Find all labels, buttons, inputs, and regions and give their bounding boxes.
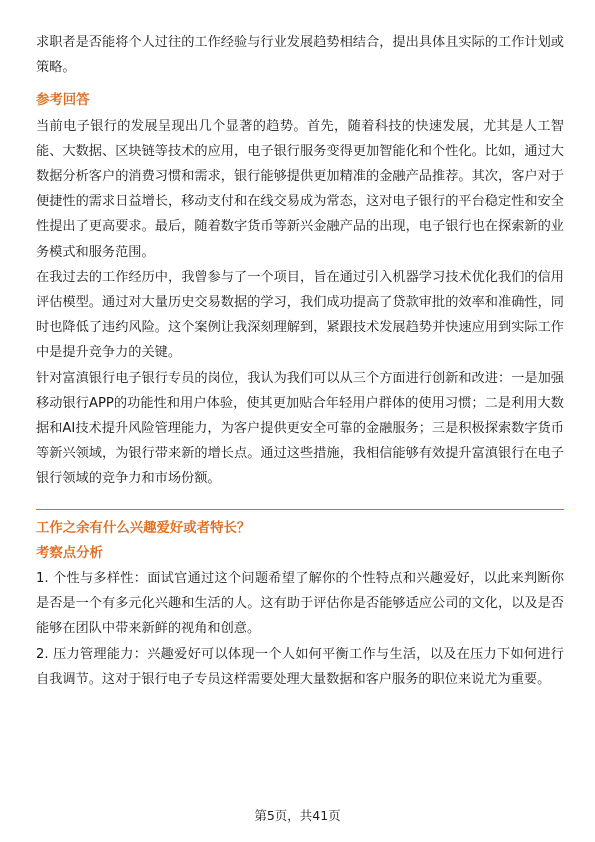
answer-heading: 参考回答 (36, 93, 90, 109)
answer-paragraph: 在我过去的工作经历中，我曾参与了一个项目，旨在通过引入机器学习技术优化我们的信用评估模型。通过对大量历史交易数据的学习，我们成功提高了贷款审批的效率和准确性，同时也降低了违约风险。这个案例让我深刻理解到，紧跟技术发展趋势并快速应用到实际工作中是提升竞争力的关键。 (36, 269, 564, 361)
intro-text: 求职者是否能将个人过往的工作经验与行业发展趋势相结合，提出具体且实际的工作计划或策略。 (36, 35, 564, 76)
answer-paragraph: 当前电子银行的发展呈现出几个显著的趋势。首先，随着科技的快速发展，尤其是人工智能、大数据、区块链等技术的应用，电子银行服务变得更加智能化和个性化。比如，通过大数据分析客户的消费习惯和需求，银行能够提供更加精准的金融产品推荐。其次，客户对于便捷性的需求日益增长，移动支付和在线交易成为常态，这对电子银行的平台稳定性和安全性提出了更高要求。最后，随着数字货币等新兴金融产品的出现，电子银行也在探索新的业务模式和服务范围。 (36, 118, 564, 260)
analysis-heading: 考察点分析 (36, 545, 103, 561)
question-title: 工作之余有什么兴趣爱好或者特长？ (36, 520, 251, 536)
analysis-point: 2. 压力管理能力：兴趣爱好可以体现一个人如何平衡工作与生活，以及在压力下如何进行自我调节。这对于银行电子专员这样需要处理大量数据和客户服务的职位来说尤为重要。 (36, 646, 564, 687)
analysis-point: 1. 个性与多样性：面试官通过这个问题希望了解你的个性特点和兴趣爱好，以此来判断你是否是一个有多元化兴趣和生活的人。这有助于评估你是否能够适应公司的文化，以及是否能够在团队中带来新鲜的视角和创意。 (36, 571, 564, 637)
section-divider (36, 509, 564, 510)
page-content (36, 30, 564, 692)
page-number: 第5页，共41页 (254, 808, 341, 823)
answer-paragraph: 针对富滇银行电子银行专员的岗位，我认为我们可以从三个方面进行创新和改进：一是加强移动银行APP的功能性和用户体验，使其更加贴合年轻用户群体的使用习惯；二是利用大数据和AI技术提升风险管理能力，为客户提供更安全可靠的金融服务；三是积极探索数字货币等新兴领域，为银行带来新的增长点。通过这些措施，我相信能够有效提升富滇银行在电子银行领域的竞争力和市场份额。 (36, 370, 564, 487)
